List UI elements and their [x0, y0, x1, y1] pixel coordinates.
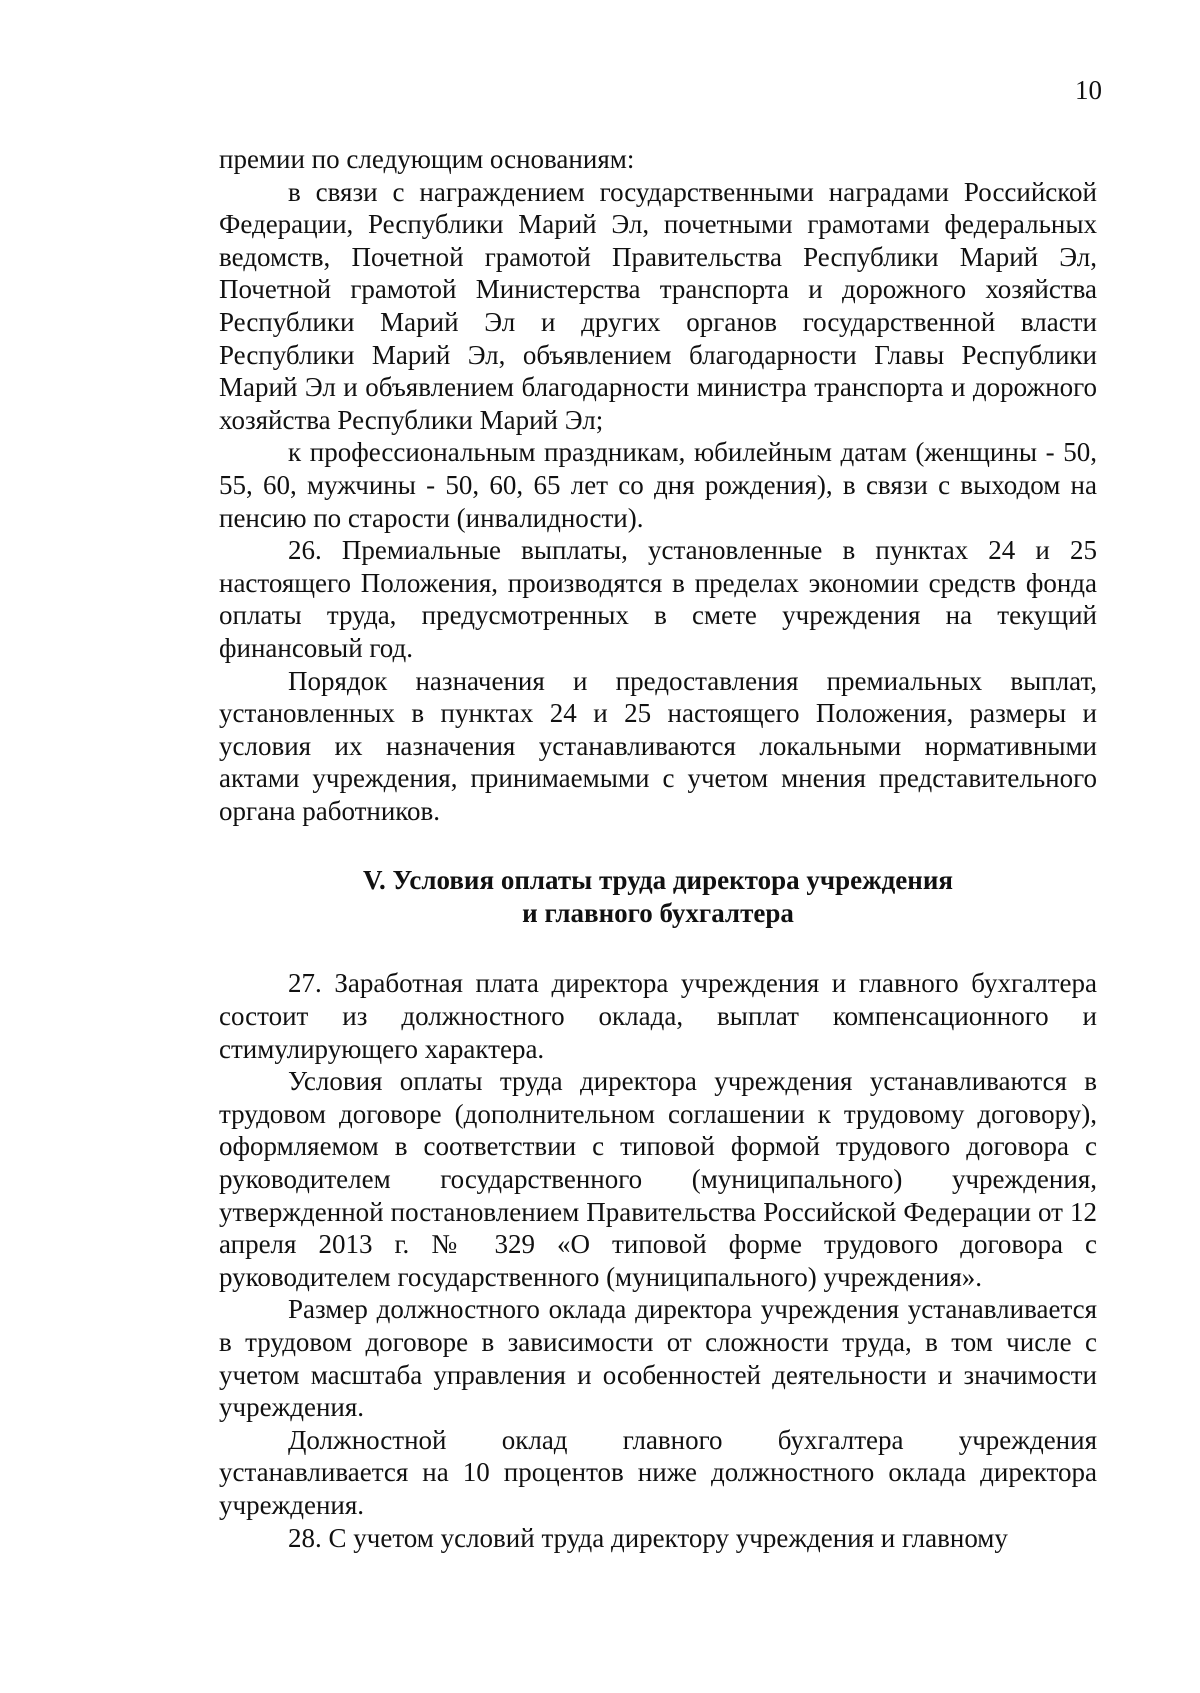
section-heading-line-1: V. Условия оплаты труда директора учреждения — [362, 865, 954, 896]
paragraph-accountant-salary: Должностной оклад главного бухгалтера учреждения устанавливается на 10 процентов ниже должностного оклада директора учреждения. — [219, 1424, 1097, 1520]
section-heading — [219, 864, 1097, 930]
paragraph-item-26: 26. Премиальные выплаты, установленные в пунктах 24 и 25 настоящего Положения, производятся в пределах экономии средств фонда оплаты труда, предусмотренных в смете учреждения на текущий финансовый год. — [219, 535, 1097, 663]
paragraph-awards-grounds: в связи с награждением государственными наградами Российской Федерации, Республики Марий Эл, почетными грамотами федеральных ведомств, Почетной грамотой Правительства Республики Марий Эл, Почетной грамотой Министерства транспорта и дорожного хозяйства Республики Марий Эл и других органов государственной власти Республики Марий Эл, объявлением благодарности Главы Республики Марий Эл и объявлением благодарности министра транспорта и дорожного хозяйства Республики Марий Эл; — [219, 176, 1097, 435]
paragraph-bonus-procedure: Порядок назначения и предоставления премиальных выплат, установленных в пунктах 24 и 25 настоящего Положения, размеры и условия их назначения устанавливаются локальными нормативными актами учреждения, принимаемыми с учетом мнения представительного органа работников. — [219, 665, 1097, 826]
paragraph-item-27: 27. Заработная плата директора учреждения и главного бухгалтера состоит из должностного оклада, выплат компенсационного и стимулирующего характера. — [219, 968, 1097, 1064]
paragraph-director-conditions: Условия оплаты труда директора учреждения устанавливаются в трудовом договоре (дополнительном соглашении к трудовому договору), оформляемом в соответствии с типовой формой трудового договора с руководителем государственного (муниципального) учреждения, утвержденной постановлением Правительства Российской Федерации от 12 апреля 2013 г. № 329 «О типовой форме трудового договора с руководителем государственного (муниципального) учреждения». — [219, 1066, 1097, 1292]
page-number: 10 — [1075, 75, 1102, 105]
paragraph-holidays-grounds: к профессиональным праздникам, юбилейным датам (женщины - 50, 55, 60, мужчины - 50, 60, 65 лет со дня рождения), в связи с выходом на пенсию по старости (инвалидности). — [219, 437, 1097, 533]
paragraph-continuation: премии по следующим основаниям: — [219, 144, 635, 174]
section-heading-line-2: и главного бухгалтера — [522, 898, 794, 929]
document-body — [219, 143, 1097, 1554]
paragraph-item-28: 28. С учетом условий труда директору учреждения и главному — [288, 1522, 1008, 1553]
paragraph-director-salary: Размер должностного оклада директора учреждения устанавливается в трудовом договоре в зависимости от сложности труда, в том числе с учетом масштаба управления и особенностей деятельности и значимости учреждения. — [219, 1294, 1097, 1423]
